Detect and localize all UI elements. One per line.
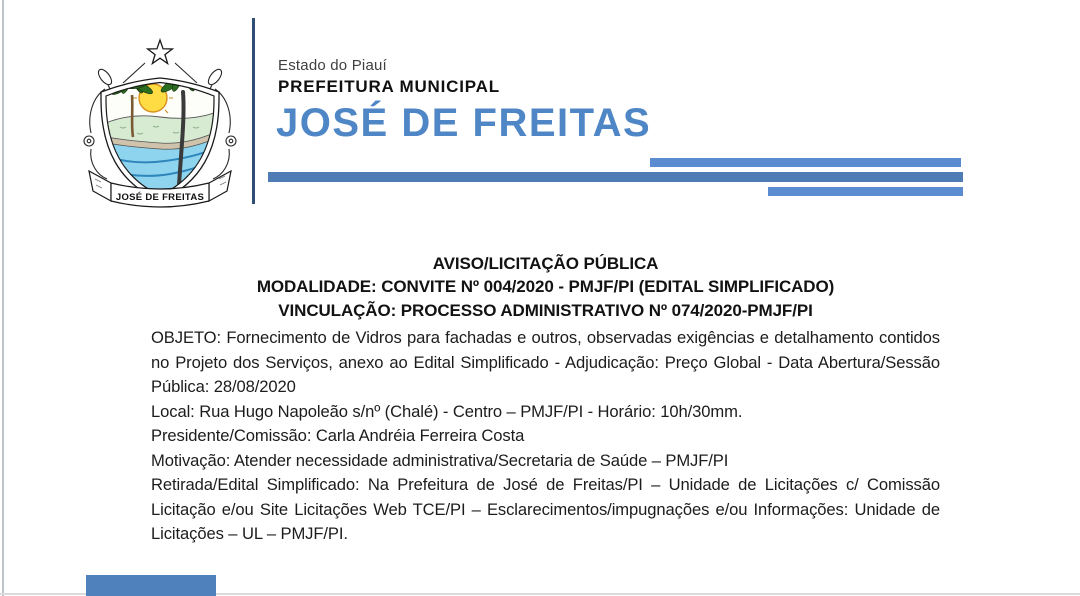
notice-process-title: VINCULAÇÃO: PROCESSO ADMINISTRATIVO Nº 074/2020-PMJF/PI (278, 300, 813, 320)
page-left-edge (2, 0, 4, 596)
paragraph-local: Local: Rua Hugo Napoleão s/nº (Chalé) - Centro – PMJF/PI - Horário: 10h/30mm. (151, 401, 743, 421)
paragraph-objeto: OBJETO: Fornecimento de Vidros para fachadas e outros, observadas exigências e detalhamento contidos no Projeto dos Serviços, anexo ao Edital Simplificado - Adjudicação: Preço Global - Data Abertura/Sessão Pública: 28/08/2020 (151, 328, 940, 397)
footer-accent-bar (86, 575, 216, 596)
header-divider (252, 18, 255, 204)
municipal-crest (75, 37, 245, 212)
paragraph-motivacao: Motivação: Atender necessidade administrativa/Secretaria de Saúde – PMJF/PI (151, 450, 729, 470)
paragraph-presidente: Presidente/Comissão: Carla Andréia Ferreira Costa (151, 426, 525, 446)
notice-type-title: AVISO/LICITAÇÃO PÚBLICA (432, 254, 659, 273)
notice-modality-title: MODALIDADE: CONVITE Nº 004/2020 - PMJF/PI (EDITAL SIMPLIFICADO) (256, 277, 835, 297)
municipality-label: PREFEITURA MUNICIPAL (278, 77, 500, 96)
header-bar-top (650, 158, 961, 167)
ribbon-text: JOSÉ DE FREITAS (115, 192, 205, 203)
paragraph-retirada: Retirada/Edital Simplificado: Na Prefeitura de José de Freitas/PI – Unidade de Licitações c/ Comissão Licitação e/ou Site Licitações Web TCE/PI – Esclarecimentos/impugnações e/ou Informações: Unidade de Licitações – UL – PMJF/PI. (151, 475, 940, 544)
star-icon (148, 40, 173, 64)
header-bar-middle (268, 172, 963, 182)
city-name: JOSÉ DE FREITAS (276, 101, 652, 145)
header-bar-bottom (768, 187, 963, 196)
state-label: Estado do Piauí (278, 57, 387, 74)
notice-content (151, 252, 940, 547)
shield (101, 65, 221, 203)
